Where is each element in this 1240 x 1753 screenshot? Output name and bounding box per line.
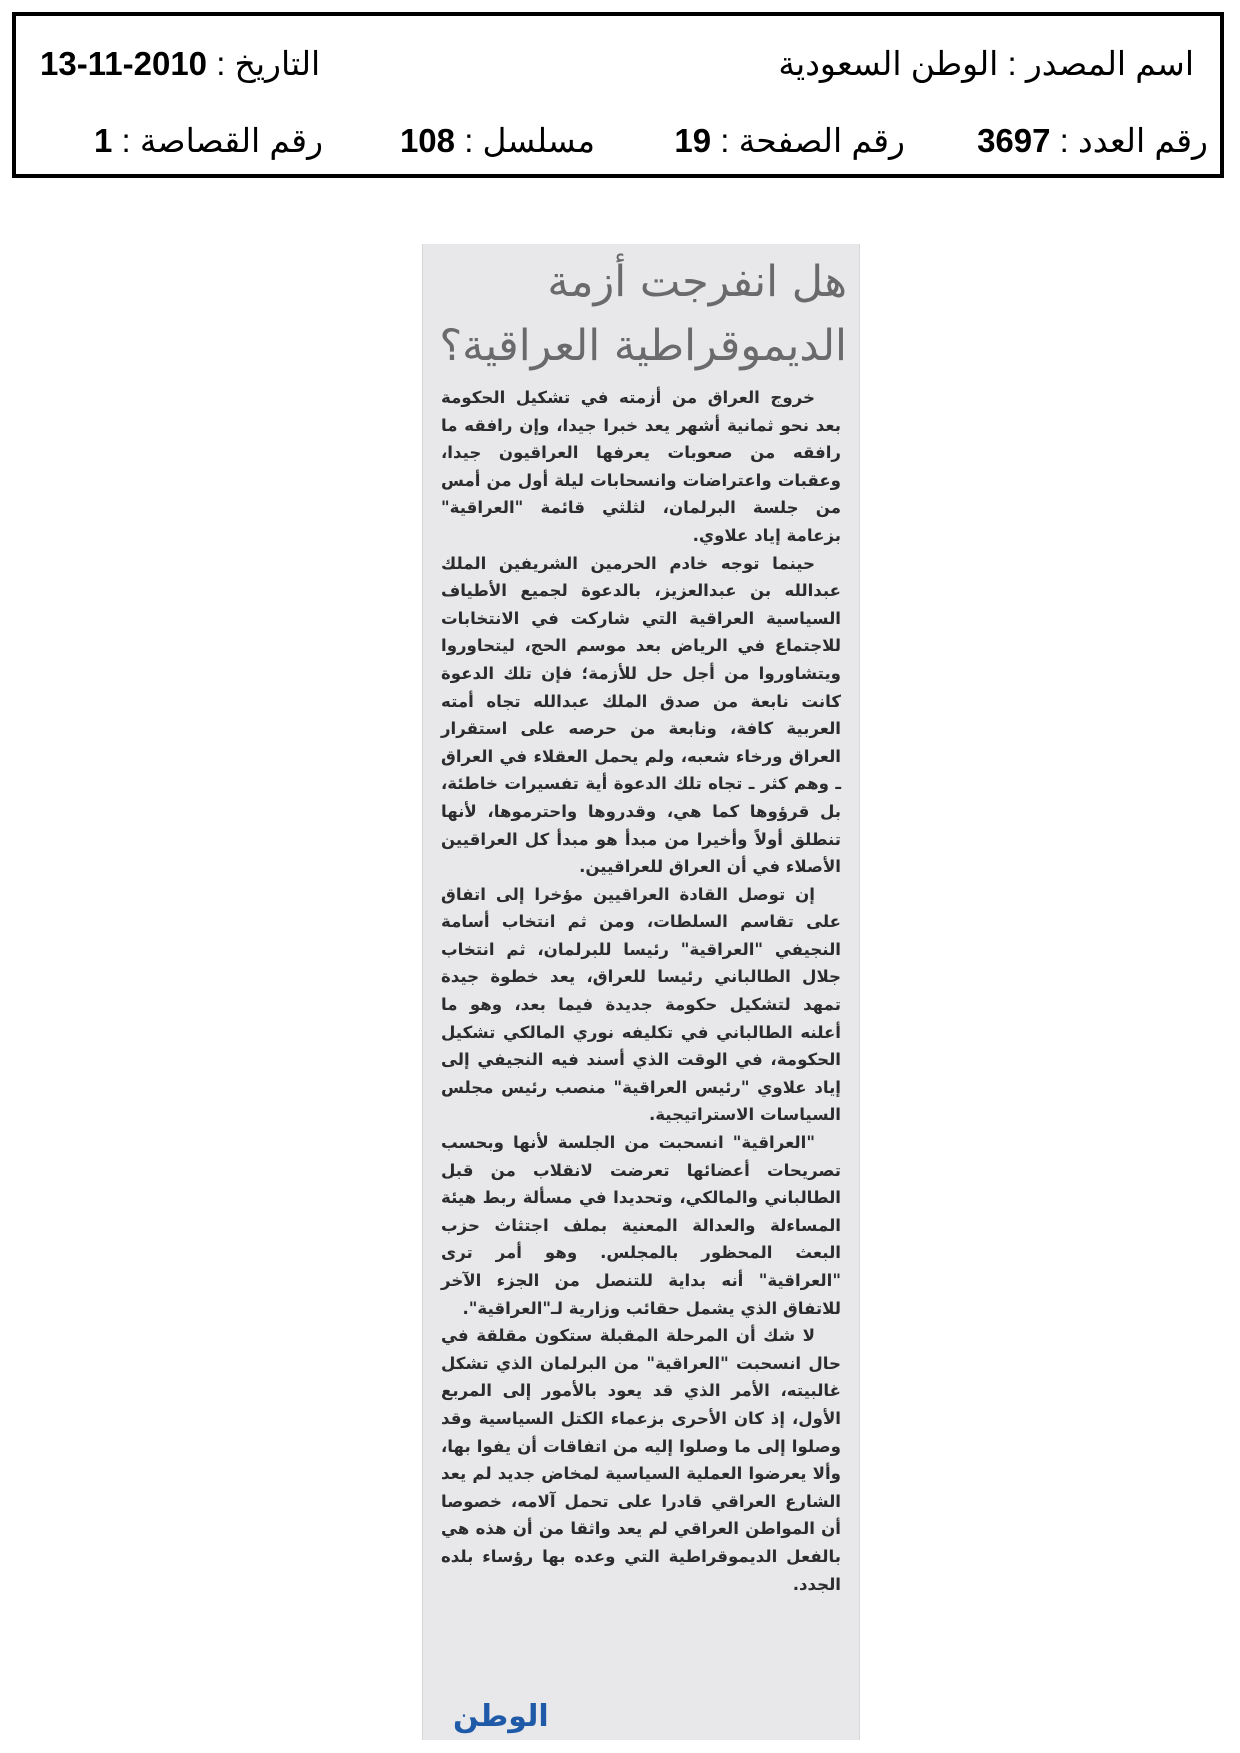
headline-line-1: هل انفرجت أزمة (547, 257, 847, 307)
source-field (778, 44, 1194, 83)
article-body (441, 384, 841, 1598)
serial-value: 108 (399, 122, 456, 159)
headline-line-2: الديموقراطية العراقية؟ (439, 321, 847, 371)
article-paragraph-1: خروج العراق من أزمته في تشكيل الحكومة بعد نحو ثمانية أشهر يعد خبرا جيدا، وإن رافقه ما رافقه من صعوبات يعرفها العراقيون جيدا، وعقبات واعتراضات وانسحابات ليلة أول من أمس من جلسة البرلمان، لثلثي قائمة "العراقية" بزعامة إياد علاوي. (441, 388, 841, 545)
serial-label: مسلسل : (464, 122, 595, 159)
source-value: الوطن السعودية (778, 45, 999, 82)
page-field (674, 121, 905, 160)
article-paragraph-5: لا شك أن المرحلة المقبلة ستكون مقلقة في حال انسحبت "العراقية" من البرلمان الذي تشكل غالبيته، الأمر الذي قد يعود بالأمور إلى المربع الأول، إذ كان الأحرى بزعماء الكتل السياسية وقد وصلوا إلى ما وصلوا إليه من اتفاقات أن يفوا بها، وألا يعرضوا العملية السياسية لمخاض جديد لم يعد الشارع العراقي قادرا على تحمل آلامه، خصوصا أن المواطن العراقي لم يعد واثقا من أن هذه هي بالفعل الديموقراطية التي وعده بها رؤساء بلده الجدد. (441, 1326, 841, 1594)
serial-field (400, 121, 595, 160)
issue-field (977, 121, 1208, 160)
article-paragraph-2: حينما توجه خادم الحرمين الشريفين الملك عبدالله بن عبدالعزيز، بالدعوة لجميع الأطياف السياسية العراقية التي شاركت في الانتخابات للاجتماع في الرياض بعد موسم الحج، ليتحاوروا ويتشاوروا من أجل حل للأزمة؛ فإن تلك الدعوة كانت نابعة من صدق الملك عبدالله تجاه أمته العربية كافة، ونابعة من حرصه على استقرار العراق ورخاء شعبه، ولم يحمل العقلاء في العراق ـ وهم كثر ـ تجاه تلك الدعوة أية تفسيرات خاطئة، بل قرؤوها كما هي، وقدروها واحترموها، لأنها تنطلق أولاً وأخيرا من مبدأ هو مبدأ كل العراقيين الأصلاء في أن العراق للعراقيين. (441, 553, 841, 877)
clip-value: 1 (94, 122, 113, 159)
article-paragraph-4: "العراقية" انسحبت من الجلسة لأنها وبحسب تصريحات أعضائها تعرضت لانقلاب من قبل الطالباني والمالكي، وتحديدا في مسألة ربط هيئة المساءلة والعدالة المعنية بملف اجتثاث حزب البعث المحظور بالمجلس. وهو أمر ترى "العراقية" أنه بداية للتنصل من الجزء الآخر للاتفاق الذي يشمل حقائب وزارية لـ"العراقية". (441, 1133, 841, 1318)
date-field (40, 44, 320, 83)
logo-text: الوطن (453, 1699, 549, 1734)
alwatan-logo (453, 1699, 549, 1734)
article-headline (439, 250, 847, 378)
article-paragraph-3: إن توصل القادة العراقيين مؤخرا إلى اتفاق على تقاسم السلطات، ومن ثم انتخاب أسامة النجيفي "العراقية" رئيسا للبرلمان، ثم انتخاب جلال الطالباني رئيسا للعراق، يعد خطوة جيدة تمهد لتشكيل حكومة جديدة فيما بعد، وهو ما أعلنه الطالباني في تكليفه نوري المالكي تشكيل الحكومة، في الوقت الذي أسند فيه النجيفي إلى إياد علاوي "رئيس العراقية" منصب رئيس مجلس السياسات الاستراتيجية. (441, 884, 841, 1125)
page-value: 19 (674, 122, 712, 159)
document-header-box (12, 12, 1224, 178)
issue-label: رقم العدد : (1059, 122, 1208, 159)
source-label: اسم المصدر : (1007, 45, 1194, 82)
issue-value: 3697 (977, 122, 1051, 159)
date-value: 2010-11-13 (40, 45, 208, 82)
page-label: رقم الصفحة : (720, 122, 905, 159)
newspaper-clipping (422, 244, 860, 1740)
clip-label: رقم القصاصة : (121, 122, 324, 159)
clip-field (94, 121, 323, 160)
date-label: التاريخ : (216, 45, 321, 82)
